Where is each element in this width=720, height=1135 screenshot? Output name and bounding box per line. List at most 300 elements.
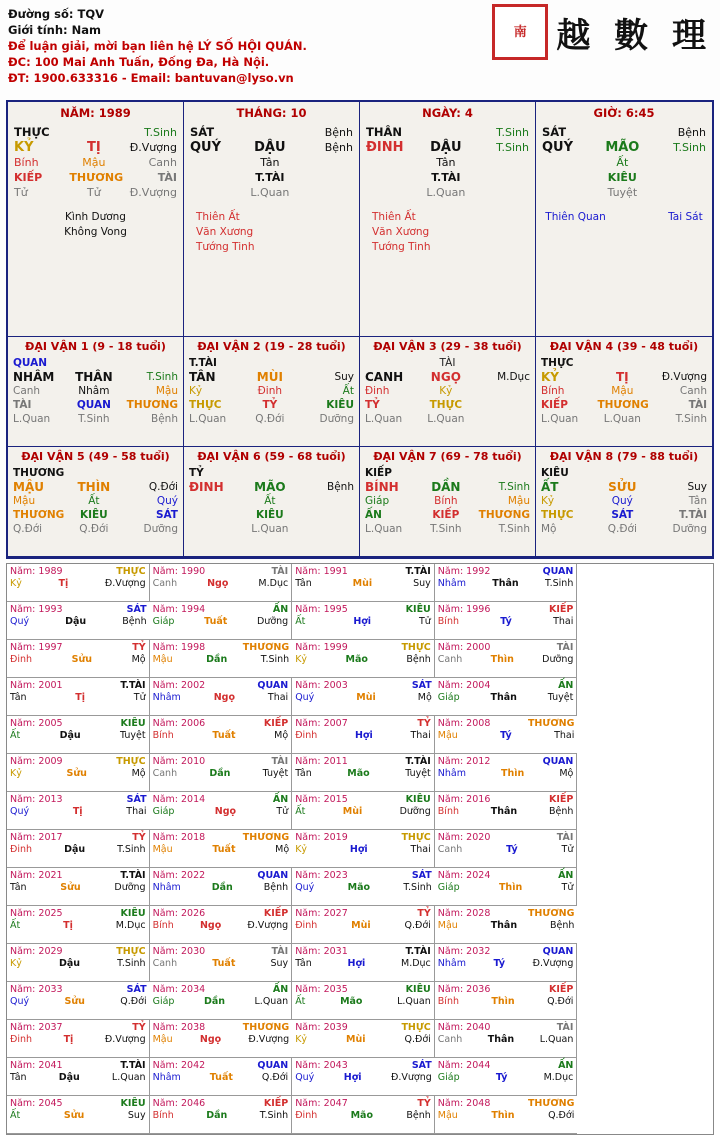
dai-van-6-title: ĐẠI VẬN 6 (59 - 68 tuổi): [197, 450, 346, 463]
star-item: Văn Xương: [196, 226, 254, 238]
year-cell[interactable]: [292, 716, 435, 754]
year-stem: Đinh: [295, 730, 318, 741]
year-ten-god: TỶ: [132, 832, 146, 843]
year-branch: Tị: [63, 1034, 74, 1045]
year-cell[interactable]: [150, 830, 293, 868]
dv6-r3c3: [295, 508, 354, 522]
year-stem: Mậu: [152, 654, 173, 665]
year-phase: Đ.Vượng: [391, 1072, 432, 1083]
dv4-r1c2: TỊ: [616, 370, 629, 384]
year-cell[interactable]: [150, 1096, 293, 1134]
year-cell[interactable]: [435, 1096, 578, 1134]
dv4-r1c3: Đ.Vượng: [661, 371, 707, 383]
year-phase: M.Dục: [258, 578, 289, 589]
dv8-r0c3: [647, 466, 707, 480]
year-cell[interactable]: [435, 678, 578, 716]
year-phase: L.Quan: [254, 996, 289, 1007]
year-label: Năm: 2031: [295, 946, 348, 957]
year-branch: Tị: [58, 578, 69, 589]
pillar-day-title: NGÀY: 4: [422, 106, 473, 120]
year-cell[interactable]: [435, 1058, 578, 1096]
dv6-r0c1: TỶ: [189, 467, 204, 479]
year-label: Năm: 2013: [10, 794, 63, 805]
year-branch: Tuất: [212, 958, 236, 969]
pillar-month-r3c2: T.TÀI: [255, 171, 285, 184]
year-phase: T.Sinh: [117, 844, 146, 855]
year-cell[interactable]: [7, 1020, 150, 1058]
year-cell[interactable]: [292, 1096, 435, 1134]
dai-van-8-title: ĐẠI VẬN 8 (79 - 88 tuổi): [549, 450, 699, 463]
year-branch: Tý: [500, 730, 512, 741]
year-label: Năm: 1994: [152, 604, 206, 615]
dai-van-row-2: [8, 447, 712, 557]
pillar-year-r3c2: THƯƠNG: [69, 171, 124, 184]
year-stem: Đinh: [295, 920, 318, 931]
year-label: Năm: 2007: [295, 718, 348, 729]
dv2-r0c1: T.TÀI: [189, 357, 217, 369]
year-ten-god: SÁT: [411, 1060, 432, 1071]
year-branch: Dậu: [64, 844, 86, 855]
year-cell[interactable]: [292, 640, 435, 678]
year-branch: Ngọ: [199, 920, 222, 931]
dv2-r1c2: MÙI: [256, 370, 283, 384]
dv2-r2c3: Ất: [342, 385, 354, 397]
year-phase: Mộ: [274, 730, 289, 741]
year-stem: Tân: [295, 768, 312, 779]
year-cell[interactable]: [150, 602, 293, 640]
year-phase: Q.Đới: [547, 996, 574, 1007]
dai-van-3: [360, 337, 536, 447]
year-cell[interactable]: [292, 792, 435, 830]
year-branch: Mão: [350, 1110, 373, 1121]
year-branch: Mão: [345, 654, 368, 665]
year-ten-god: THƯƠNG: [527, 1098, 575, 1109]
year-cell[interactable]: [435, 602, 578, 640]
pillar-year-r0c1: THỰC: [14, 125, 50, 139]
year-stem: Đinh: [295, 1110, 318, 1121]
year-cell[interactable]: [435, 868, 578, 906]
year-ten-god: KIẾP: [549, 984, 574, 995]
dv1-r4c2: T.Sinh: [78, 413, 110, 425]
dv2-r2c1: Kỷ: [189, 385, 203, 397]
dai-van-3-title: ĐẠI VẬN 3 (29 - 38 tuổi): [373, 340, 522, 353]
dv7-r1c3: T.Sinh: [498, 481, 530, 493]
pillar-hour-title: GIỜ: 6:45: [593, 106, 655, 120]
year-cell[interactable]: [7, 716, 150, 754]
year-label: Năm: 2044: [437, 1060, 491, 1071]
pillar-day-r3c1: [366, 170, 421, 185]
year-cell[interactable]: [150, 1058, 293, 1096]
year-branch: Dần: [206, 1110, 228, 1121]
year-label: Năm: 2027: [295, 908, 348, 919]
dv7-r0c3: [471, 466, 530, 480]
year-label: Năm: 2034: [152, 984, 206, 995]
year-ten-god: THƯƠNG: [527, 908, 575, 919]
year-cell[interactable]: [435, 944, 578, 982]
year-ten-god: SÁT: [411, 870, 432, 881]
year-cell[interactable]: [7, 792, 150, 830]
year-phase: Mộ: [275, 844, 290, 855]
year-cell[interactable]: [150, 792, 293, 830]
year-cell[interactable]: [150, 868, 293, 906]
year-ten-god: TÀI: [271, 566, 289, 577]
dv8-r4c1: Mộ: [541, 523, 557, 535]
dv7-r0c1: KIẾP: [365, 467, 392, 479]
dai-van-1: [8, 337, 184, 447]
year-phase: Bệnh: [549, 920, 575, 931]
dv2-r4c2: Q.Đới: [255, 413, 285, 425]
dv3-r4c3: [471, 412, 530, 426]
pillar-hour-r3c3: [647, 170, 706, 185]
year-cell[interactable]: [150, 1020, 293, 1058]
dv3-r4c2: L.Quan: [427, 413, 465, 425]
year-ten-god: THỰC: [116, 756, 146, 767]
year-label: Năm: 1998: [152, 642, 206, 653]
year-cell[interactable]: [7, 982, 150, 1020]
header-line-phone-email: ĐT: 1900.633316 - Email: bantuvan@lyso.vn: [8, 71, 294, 85]
year-phase: Bệnh: [263, 882, 289, 893]
year-stem: Bính: [152, 730, 174, 741]
year-phase: Dưỡng: [399, 806, 431, 817]
year-stem: Ất: [10, 730, 21, 741]
dv5-r2c1: Mậu: [13, 495, 36, 507]
dv6-r3c2: KIÊU: [255, 509, 284, 521]
year-stem: Canh: [152, 768, 178, 779]
year-ten-god: T.TÀI: [120, 870, 146, 881]
year-branch: Mùi: [346, 1034, 366, 1045]
dv6-r4c3: [295, 522, 354, 536]
year-stem: Tân: [10, 692, 27, 703]
year-cell[interactable]: [150, 944, 293, 982]
year-branch: Tuất: [204, 616, 228, 627]
year-phase: Thai: [410, 844, 431, 855]
dv3-r3c3: [471, 398, 530, 412]
year-branch: Sửu: [66, 768, 87, 779]
year-label: Năm: 2005: [10, 718, 63, 729]
year-label: Năm: 2036: [437, 984, 491, 995]
year-cell[interactable]: [7, 944, 150, 982]
year-branch: Thân: [490, 806, 518, 817]
pillar-hour-r4c2: Tuyệt: [607, 186, 638, 199]
year-cell[interactable]: [292, 602, 435, 640]
year-branch: Dậu: [58, 958, 81, 969]
year-ten-god: TỶ: [132, 1022, 146, 1033]
year-phase: Tuyệt: [120, 730, 146, 741]
pillar-day-r3c2: T.TÀI: [431, 171, 461, 184]
year-cell[interactable]: [150, 716, 293, 754]
year-ten-god: SÁT: [126, 984, 147, 995]
year-cell[interactable]: [292, 868, 435, 906]
year-cell[interactable]: [435, 830, 578, 868]
year-branch: Tị: [75, 692, 86, 703]
year-cell[interactable]: [435, 792, 578, 830]
year-phase: Dưỡng: [542, 654, 574, 665]
year-stem: Giáp: [437, 692, 460, 703]
year-cell[interactable]: [435, 982, 578, 1020]
year-label: Năm: 2015: [295, 794, 348, 805]
year-branch: Hợi: [347, 958, 366, 969]
year-label: Năm: 2004: [437, 680, 491, 691]
dai-van-5: [8, 447, 184, 557]
year-cell[interactable]: [7, 754, 150, 792]
year-stem: Mậu: [437, 1110, 458, 1121]
year-branch: Dần: [209, 768, 231, 779]
year-cell[interactable]: [435, 1020, 578, 1058]
dv8-r3c3: T.TÀI: [679, 509, 707, 521]
dv2-r0c2: [245, 356, 295, 370]
year-ten-god: THỰC: [401, 1022, 431, 1033]
year-cell[interactable]: [435, 564, 578, 602]
dai-van-row-1: [8, 337, 712, 447]
dv6-r0c2: [245, 466, 295, 480]
year-cell[interactable]: [150, 906, 293, 944]
dv3-r4c1: L.Quan: [365, 413, 403, 425]
year-cell[interactable]: [292, 944, 435, 982]
year-phase: L.Quan: [539, 1034, 574, 1045]
year-cell[interactable]: [150, 754, 293, 792]
year-ten-god: KIẾP: [263, 718, 289, 729]
year-cell[interactable]: [292, 906, 435, 944]
year-cell[interactable]: [7, 830, 150, 868]
year-ten-god: KIẾP: [549, 604, 574, 615]
pillar-month-r4c1: [190, 185, 245, 200]
year-cell[interactable]: [292, 830, 435, 868]
year-label: Năm: 2026: [152, 908, 206, 919]
year-cell[interactable]: [7, 640, 150, 678]
dv3-r3c2: THỰC: [429, 399, 463, 411]
dv4-r3c1: KIẾP: [541, 399, 568, 411]
year-label: Năm: 2033: [10, 984, 63, 995]
dv7-r4c1: L.Quan: [365, 523, 403, 535]
dv6-r4c2: L.Quan: [251, 523, 289, 535]
dv1-r1c1: NHÂM: [13, 370, 55, 384]
year-stem: Đinh: [10, 654, 33, 665]
year-cell[interactable]: [292, 982, 435, 1020]
year-stem: Giáp: [437, 1072, 460, 1083]
dv4-r1c1: KỶ: [541, 370, 559, 384]
pillar-day-r2c3: [470, 155, 529, 170]
star-item: Thiên Ất: [196, 211, 240, 223]
year-branch: Tuất: [212, 844, 236, 855]
year-phase: T.Sinh: [259, 1110, 289, 1121]
dv1-r0c1: QUAN: [13, 357, 48, 369]
star-item: Văn Xương: [372, 226, 430, 238]
star-item: Không Vong: [64, 226, 127, 238]
year-label: Năm: 2032: [437, 946, 491, 957]
dv7-r2c2: Bính: [434, 495, 458, 507]
year-stem: Bính: [152, 1110, 174, 1121]
pillar-month: [184, 102, 360, 337]
pillar-month-r0c2: [245, 125, 294, 140]
route-value: TQV: [77, 7, 105, 21]
dv7-r2c1: Giáp: [365, 495, 390, 507]
year-phase: Suy: [270, 958, 289, 969]
dv5-r2c3: Quý: [156, 495, 178, 507]
year-label: Năm: 2038: [152, 1022, 206, 1033]
year-label: Năm: 2002: [152, 680, 206, 691]
year-phase: Q.Đới: [120, 996, 147, 1007]
pillar-month-r3c1: [190, 170, 245, 185]
year-stem: Kỷ: [10, 768, 22, 779]
year-stem: Nhâm: [152, 692, 181, 703]
year-phase: Đ.Vượng: [247, 920, 289, 931]
year-branch: Tuất: [209, 1072, 233, 1083]
year-phase: Tử: [276, 806, 289, 817]
year-phase: Tử: [561, 844, 574, 855]
pillar-day-r0c2: [421, 125, 470, 140]
dv4-r2c2: Mậu: [611, 385, 634, 397]
year-cell[interactable]: [435, 906, 578, 944]
yearly-luck-table: [6, 563, 714, 1135]
dv2-r3c3: KIÊU: [326, 399, 354, 411]
year-ten-god: TỶ: [417, 718, 431, 729]
year-label: Năm: 2028: [437, 908, 491, 919]
year-cell[interactable]: [7, 564, 150, 602]
year-cell[interactable]: [292, 754, 435, 792]
pillar-day-r1c3: T.Sinh: [496, 141, 529, 154]
year-ten-god: QUAN: [257, 680, 289, 691]
year-cell[interactable]: [7, 1058, 150, 1096]
year-cell[interactable]: [7, 602, 150, 640]
year-ten-god: QUAN: [542, 756, 574, 767]
year-ten-god: THƯƠNG: [242, 832, 290, 843]
year-cell[interactable]: [7, 906, 150, 944]
year-ten-god: THƯƠNG: [242, 1022, 290, 1033]
year-cell[interactable]: [435, 754, 578, 792]
header-line-contact: Để luận giải, mời bạn liên hệ LÝ SỐ HỘI QUÁN.: [8, 39, 307, 53]
dv6-r0c3: [295, 466, 354, 480]
dv6-r2c3: [295, 494, 354, 508]
dai-van-1-title: ĐẠI VẬN 1 (9 - 18 tuổi): [25, 340, 166, 353]
dv2-r1c3: Suy: [334, 371, 354, 383]
pillar-hour: [536, 102, 712, 337]
year-ten-god: T.TÀI: [405, 566, 431, 577]
year-ten-god: KIÊU: [405, 984, 431, 995]
year-cell[interactable]: [435, 716, 578, 754]
year-stem: Nhâm: [437, 578, 466, 589]
year-ten-god: THỰC: [401, 832, 431, 843]
year-cell[interactable]: [292, 1058, 435, 1096]
year-phase: Bệnh: [406, 654, 431, 665]
dv8-r2c2: Quý: [611, 495, 633, 507]
dv2-r4c3: Dưỡng: [319, 413, 354, 425]
dv4-r0c3: [647, 356, 707, 370]
year-label: Năm: 2006: [152, 718, 206, 729]
year-phase: Tử: [133, 692, 146, 703]
year-phase: Suy: [127, 1110, 146, 1121]
dv5-r0c1: THƯƠNG: [13, 467, 65, 479]
dv8-r1c1: ẤT: [541, 480, 559, 494]
year-cell[interactable]: [292, 564, 435, 602]
year-cell[interactable]: [435, 640, 578, 678]
header-line-address: ĐC: 100 Mai Anh Tuấn, Đống Đa, Hà Nội.: [8, 55, 270, 69]
pillar-year-r0c2: [69, 125, 118, 140]
pillars-row: [8, 102, 712, 337]
dv8-r0c1: KIÊU: [541, 467, 569, 479]
year-cell[interactable]: [150, 564, 293, 602]
year-stem: Tân: [295, 958, 312, 969]
dv3-r2c2: Kỷ: [439, 385, 453, 397]
year-label: Năm: 1997: [10, 642, 63, 653]
year-branch: Sửu: [64, 996, 85, 1007]
year-phase: Q.Đới: [548, 1110, 575, 1121]
year-stem: Ất: [295, 806, 306, 817]
year-cell[interactable]: [292, 1020, 435, 1058]
header: [0, 0, 720, 100]
pillar-year-r0c3: T.Sinh: [144, 126, 177, 139]
year-label: Năm: 1990: [152, 566, 206, 577]
year-branch: Tý: [495, 1072, 508, 1083]
year-ten-god: QUAN: [542, 946, 574, 957]
year-label: Năm: 2020: [437, 832, 491, 843]
year-cell[interactable]: [150, 982, 293, 1020]
year-stem: Canh: [437, 654, 463, 665]
dv4-r4c2: L.Quan: [603, 413, 641, 425]
year-phase: Tử: [418, 616, 431, 627]
year-branch: Dần: [206, 654, 228, 665]
year-branch: Thìn: [498, 882, 523, 893]
seal-stamp-icon: [492, 4, 548, 60]
dv2-r3c1: THỰC: [189, 399, 222, 411]
year-cell[interactable]: [7, 868, 150, 906]
year-branch: Mão: [347, 882, 371, 893]
dv3-r1c2: NGỌ: [430, 370, 461, 384]
year-phase: Tuyệt: [262, 768, 289, 779]
dv1-r2c3: Mậu: [155, 385, 178, 397]
year-phase: Mộ: [131, 654, 146, 665]
year-phase: Q.Đới: [404, 1034, 431, 1045]
year-cell[interactable]: [150, 640, 293, 678]
year-phase: Bệnh: [548, 806, 574, 817]
year-stem: Kỷ: [295, 844, 308, 855]
year-branch: Ngọ: [213, 692, 235, 703]
year-label: Năm: 2012: [437, 756, 491, 767]
year-stem: Mậu: [437, 920, 458, 931]
year-cell[interactable]: [7, 678, 150, 716]
year-label: Năm: 2021: [10, 870, 63, 881]
year-branch: Hợi: [354, 730, 373, 741]
year-label: Năm: 2035: [295, 984, 348, 995]
dv7-r4c2: T.Sinh: [430, 523, 462, 535]
year-phase: Mộ: [417, 692, 432, 703]
year-label: Năm: 1989: [10, 566, 63, 577]
dv7-r2c3: Mậu: [507, 495, 530, 507]
year-ten-god: ẤN: [558, 870, 574, 881]
dv1-r0c3: [119, 356, 178, 370]
pillar-year-r4c2: Tử: [87, 186, 101, 199]
year-ten-god: THƯƠNG: [242, 642, 290, 653]
pillar-month-r1c1: QUÝ: [190, 140, 222, 155]
dv5-r0c2: [69, 466, 119, 480]
year-label: Năm: 2043: [295, 1060, 348, 1071]
dv5-r1c2: THÌN: [77, 480, 111, 494]
year-stem: Mậu: [437, 730, 458, 741]
year-cell[interactable]: [150, 678, 293, 716]
dv7-r1c1: BÍNH: [365, 480, 399, 494]
year-cell[interactable]: [7, 1096, 150, 1134]
year-stem: Quý: [295, 692, 315, 703]
dv4-r0c1: THỰC: [541, 357, 574, 369]
year-cell[interactable]: [292, 678, 435, 716]
year-ten-god: T.TÀI: [405, 756, 431, 767]
year-label: Năm: 2009: [10, 756, 63, 767]
dv8-r1c2: SỬU: [608, 480, 637, 494]
pillar-month-r0c3: Bệnh: [324, 126, 353, 139]
year-label: Năm: 2003: [295, 680, 348, 691]
star-item: Tướng Tinh: [196, 241, 255, 253]
year-phase: Dưỡng: [114, 882, 146, 893]
year-phase: Dưỡng: [256, 616, 289, 627]
